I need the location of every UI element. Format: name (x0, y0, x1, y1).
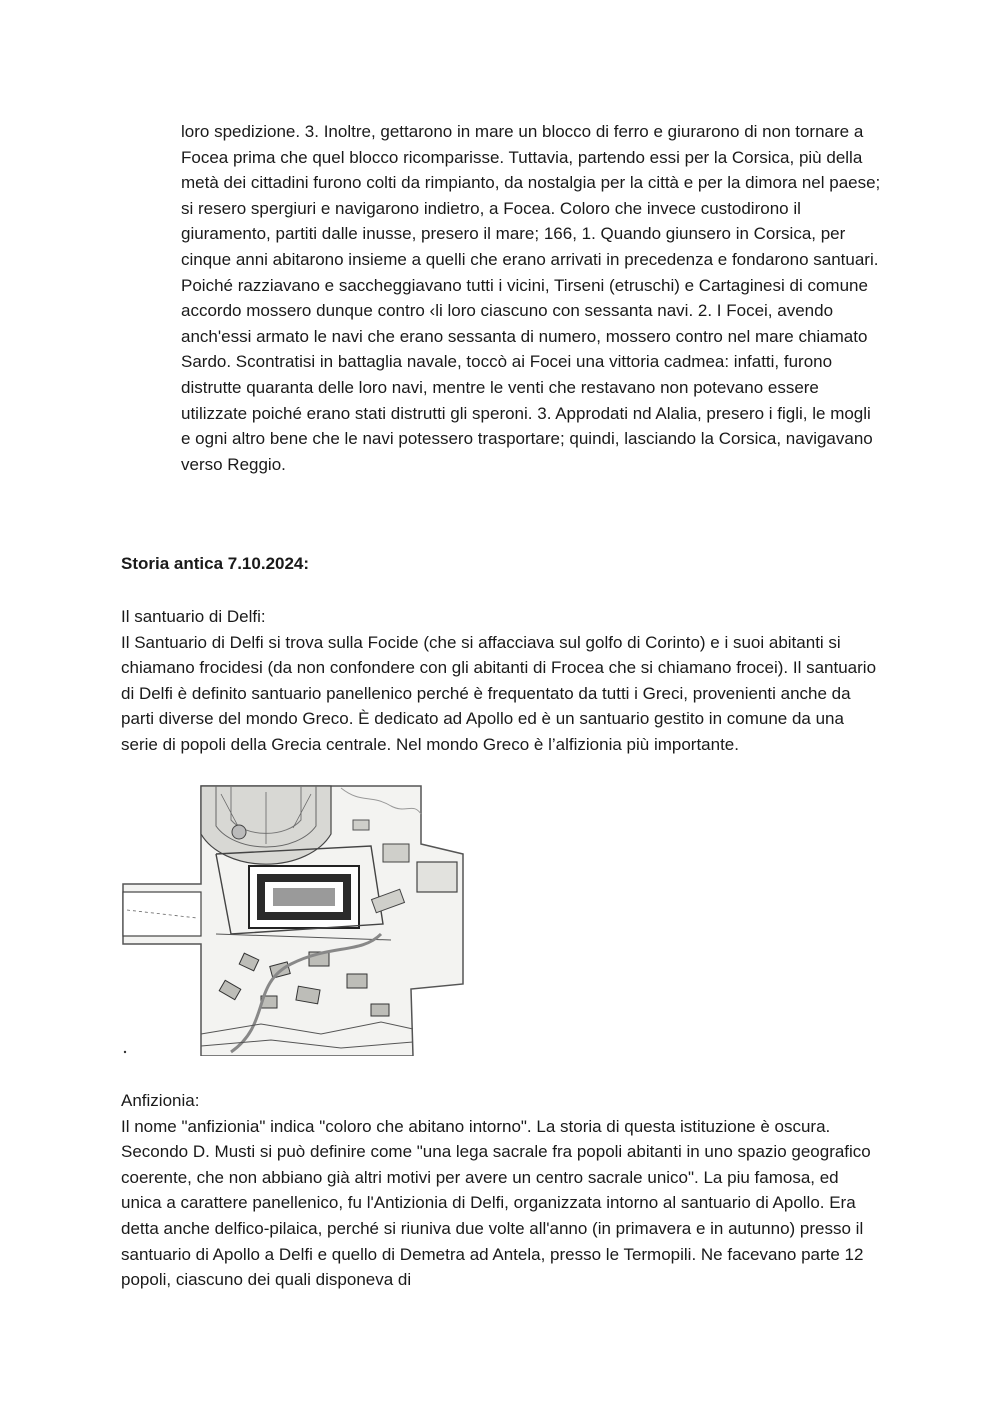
delfi-sanctuary-plan-image (121, 784, 466, 1056)
delfi-title: Il santuario di Delfi: (121, 607, 266, 626)
anfizionia-title: Anfizionia: (121, 1091, 200, 1110)
delfi-section (121, 604, 881, 758)
anfizionia-section (121, 1088, 881, 1293)
anfizionia-paragraph: Il nome "anfizionia" indica "coloro che abitano intorno". La storia di questa istituzione è oscura. Secondo D. Musti si può definire come "una lega sacrale fra popoli abitanti in uno spazio geografico coerente, che non abbiano già altri motivi per avere un centro sacrale unico". La piu famosa, ed unica a carattere panellenico, fu l'Antizionia di Delfi, organizzata intorno al santuario di Apollo. Era detta anche delfico-pilaica, perché si riuniva due volte all'anno (in primavera e in autunno) presso il santuario di Apollo a Delfi e quello di Demetra ad Antela, presso le Termopili. Ne facevano parte 12 popoli, ciascuno dei quali disponeva di (121, 1116, 871, 1290)
section-heading: Storia antica 7.10.2024: (121, 554, 310, 573)
herodotus-quote-paragraph: loro spedizione. 3. Inoltre, gettarono in mare un blocco di ferro e giurarono di non tornare a Focea prima che quel blocco ricomparisse. Tuttavia, partendo essi per la Corsica, più della metà dei cittadini furono colti da rimpianto, da nostalgia per la città e per la dimora nel paese; si resero spergiuri e navigarono indietro, a Focea. Coloro che invece custodirono il giuramento, partiti dalle inusse, presero il mare; 166, 1. Quando giunsero in Corsica, per cinque anni abitarono insieme a quelli che erano arrivati in precedenza e fondarono santuari. Poiché razziavano e saccheggiavano tutti i vicini, Tirseni (etruschi) e Cartaginesi di comune accordo mossero dunque contro ‹li loro ciascuno con sessanta navi. 2. I Focei, avendo anch'essi armato le navi che erano sessanta di numero, mossero contro nel mare chiamato Sardo. Scontratisi in battaglia navale, toccò ai Focei una vittoria cadmea: infatti, furono distrutte quaranta delle loro navi, mentre le venti che restavano non potevano essere utilizzate poiché erano stati distrutti gli speroni. 3. Approdati nd Alalia, presero i figli, le mogli e ogni altro bene che le navi potessero trasportare; quindi, lasciando la Corsica, navigavano verso Reggio. (181, 122, 881, 474)
delfi-paragraph: Il Santuario di Delfi si trova sulla Focide (che si affacciava sul golfo di Corinto) e i suoi abitanti si chiamano frocidesi (da non confondere con gli abitanti di Frocea che si chiamano frocei). Il santuario di Delfi è definito santuario panellenico perché è frequentato da tutti i Greci, provenienti anche da parti diverse del mondo Greco. È dedicato ad Apollo ed è un santuario gestito in comune da una serie di popoli della Grecia centrale. Nel mondo Greco è l’alfizionia più importante. (121, 632, 877, 754)
